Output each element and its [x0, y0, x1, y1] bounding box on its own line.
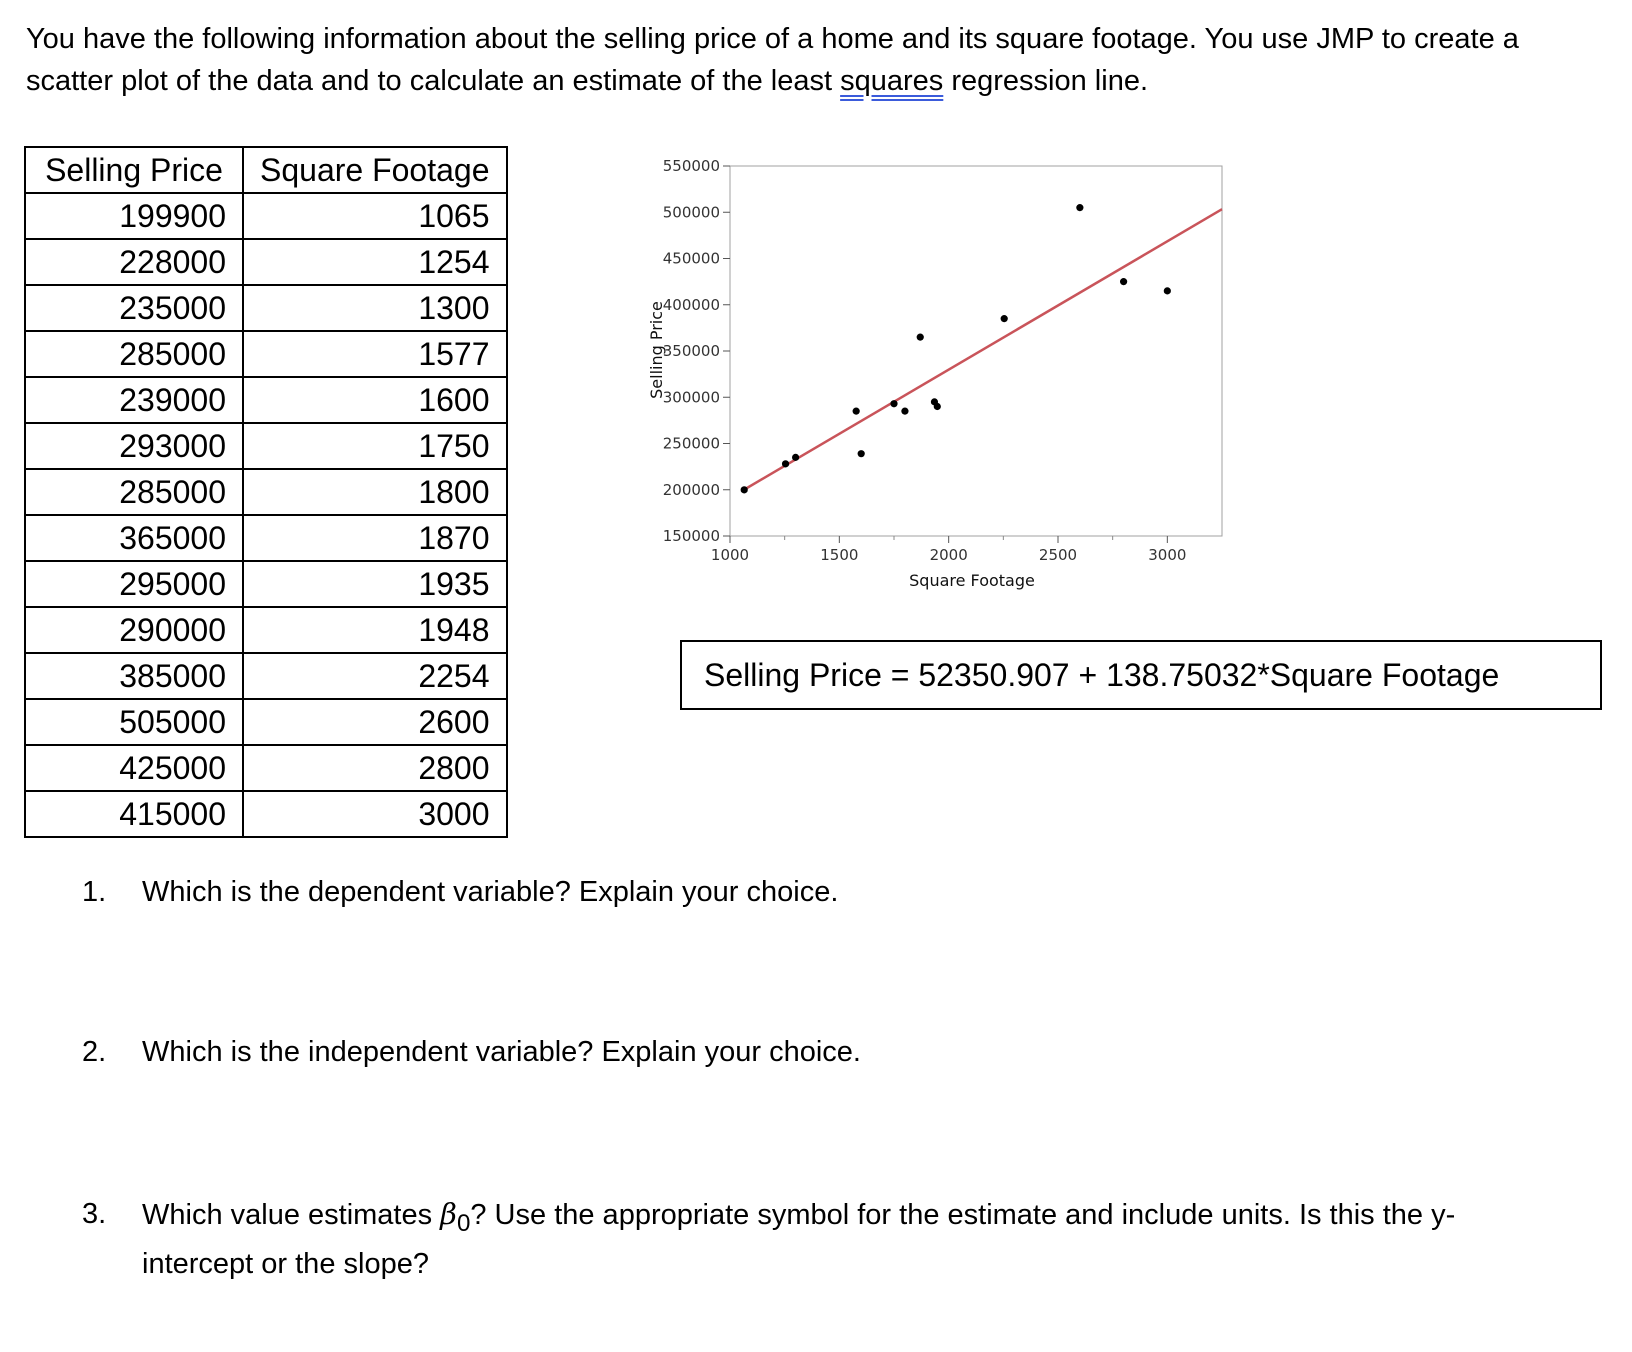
- y-tick-label: 200000: [662, 480, 720, 499]
- y-tick-label: 300000: [662, 388, 720, 407]
- y-tick-label: 400000: [662, 295, 720, 314]
- regression-equation-box: [680, 640, 1602, 710]
- cell-selling-price: 290000: [25, 607, 243, 653]
- y-tick-label: 250000: [662, 434, 720, 453]
- cell-square-footage: 2800: [243, 745, 507, 791]
- cell-selling-price: 239000: [25, 377, 243, 423]
- beta-subscript: 0: [456, 1209, 471, 1237]
- table-row: [25, 469, 507, 515]
- beta-symbol: β: [440, 1197, 457, 1231]
- table-row: [25, 331, 507, 377]
- table-body: [25, 193, 507, 837]
- question-text-before: Which value estimates: [142, 1199, 441, 1231]
- cell-square-footage: 1600: [243, 377, 507, 423]
- header-square-footage: Square Footage: [243, 147, 507, 193]
- cell-selling-price: 505000: [25, 699, 243, 745]
- table-row: [25, 561, 507, 607]
- cell-square-footage: 1870: [243, 515, 507, 561]
- cell-selling-price: 365000: [25, 515, 243, 561]
- intro-paragraph: [26, 18, 1586, 102]
- table-row: [25, 239, 507, 285]
- y-tick-label: 450000: [662, 249, 720, 268]
- table-header-row: [25, 147, 507, 193]
- cell-square-footage: 1800: [243, 469, 507, 515]
- y-axis: [663, 157, 730, 545]
- table-row: [25, 423, 507, 469]
- cell-selling-price: 228000: [25, 239, 243, 285]
- intro-text-1: You have the following information about the selling price of a home and its square footage. You use JMP to create a scatter plot of the data and to calculate an estimate of the least: [26, 23, 1519, 97]
- cell-square-footage: 1935: [243, 561, 507, 607]
- header-selling-price: Selling Price: [25, 147, 243, 193]
- data-point: [782, 460, 789, 467]
- question-text: Which is the independent variable? Explain your choice.: [142, 1036, 861, 1068]
- cell-square-footage: 1577: [243, 331, 507, 377]
- cell-square-footage: 3000: [243, 791, 507, 837]
- data-point: [901, 408, 908, 415]
- cell-selling-price: 285000: [25, 331, 243, 377]
- data-point: [853, 408, 860, 415]
- cell-selling-price: 385000: [25, 653, 243, 699]
- intro-text-2: regression line.: [943, 65, 1149, 97]
- cell-selling-price: 285000: [25, 469, 243, 515]
- cell-square-footage: 1948: [243, 607, 507, 653]
- data-point: [1001, 315, 1008, 322]
- question-number: 3.: [82, 1198, 107, 1230]
- x-tick-label: 3000: [1148, 546, 1187, 564]
- table-row: [25, 653, 507, 699]
- cell-selling-price: 293000: [25, 423, 243, 469]
- y-tick-label: 550000: [662, 157, 720, 175]
- data-point: [934, 403, 941, 410]
- x-axis-label: Square Footage: [909, 571, 1035, 590]
- data-point: [890, 400, 897, 407]
- x-axis: [711, 536, 1187, 564]
- data-table: [24, 146, 508, 838]
- data-point: [1076, 204, 1083, 211]
- question-text-after: ? Use the appropriate symbol for the estimate and include units. Is this the y-intercept or the slope?: [142, 1199, 1456, 1280]
- x-tick-label: 2500: [1038, 546, 1078, 564]
- cell-selling-price: 235000: [25, 285, 243, 331]
- cell-square-footage: 1750: [243, 423, 507, 469]
- y-tick-label: 150000: [662, 527, 720, 545]
- table-row: [25, 193, 507, 239]
- table-row: [25, 791, 507, 837]
- cell-selling-price: 199900: [25, 193, 243, 239]
- cell-selling-price: 295000: [25, 561, 243, 607]
- x-tick-label: 1000: [710, 546, 750, 564]
- question-number: 2.: [82, 1036, 107, 1068]
- x-tick-label: 1500: [820, 546, 859, 564]
- cell-square-footage: 2600: [243, 699, 507, 745]
- table-row: [25, 285, 507, 331]
- cell-square-footage: 1065: [243, 193, 507, 239]
- data-point: [858, 450, 865, 457]
- scatter-plot: [647, 150, 1250, 610]
- cell-square-footage: 1254: [243, 239, 507, 285]
- cell-square-footage: 2254: [243, 653, 507, 699]
- question-text: [142, 1194, 1562, 1284]
- cell-selling-price: 415000: [25, 791, 243, 837]
- question-number: 1.: [82, 876, 107, 908]
- y-axis-label: Selling Price: [647, 301, 666, 399]
- table-row: [25, 377, 507, 423]
- plot-frame: [730, 166, 1222, 536]
- y-tick-label: 500000: [662, 203, 720, 222]
- cell-square-footage: 1300: [243, 285, 507, 331]
- question-text: Which is the dependent variable? Explain your choice.: [142, 876, 839, 908]
- data-point: [792, 454, 799, 461]
- data-point: [741, 486, 748, 493]
- table-row: [25, 745, 507, 791]
- data-point: [1164, 287, 1171, 294]
- regression-equation: Selling Price = 52350.907 + 138.75032*Square Footage: [704, 657, 1500, 693]
- data-point: [917, 334, 924, 341]
- cell-selling-price: 425000: [25, 745, 243, 791]
- y-tick-label: 350000: [662, 342, 720, 360]
- table-row: [25, 515, 507, 561]
- table-row: [25, 607, 507, 653]
- x-tick-label: 2000: [929, 546, 968, 564]
- intro-underlined-word: squares: [840, 65, 944, 97]
- table-row: [25, 699, 507, 745]
- data-point: [1120, 278, 1127, 285]
